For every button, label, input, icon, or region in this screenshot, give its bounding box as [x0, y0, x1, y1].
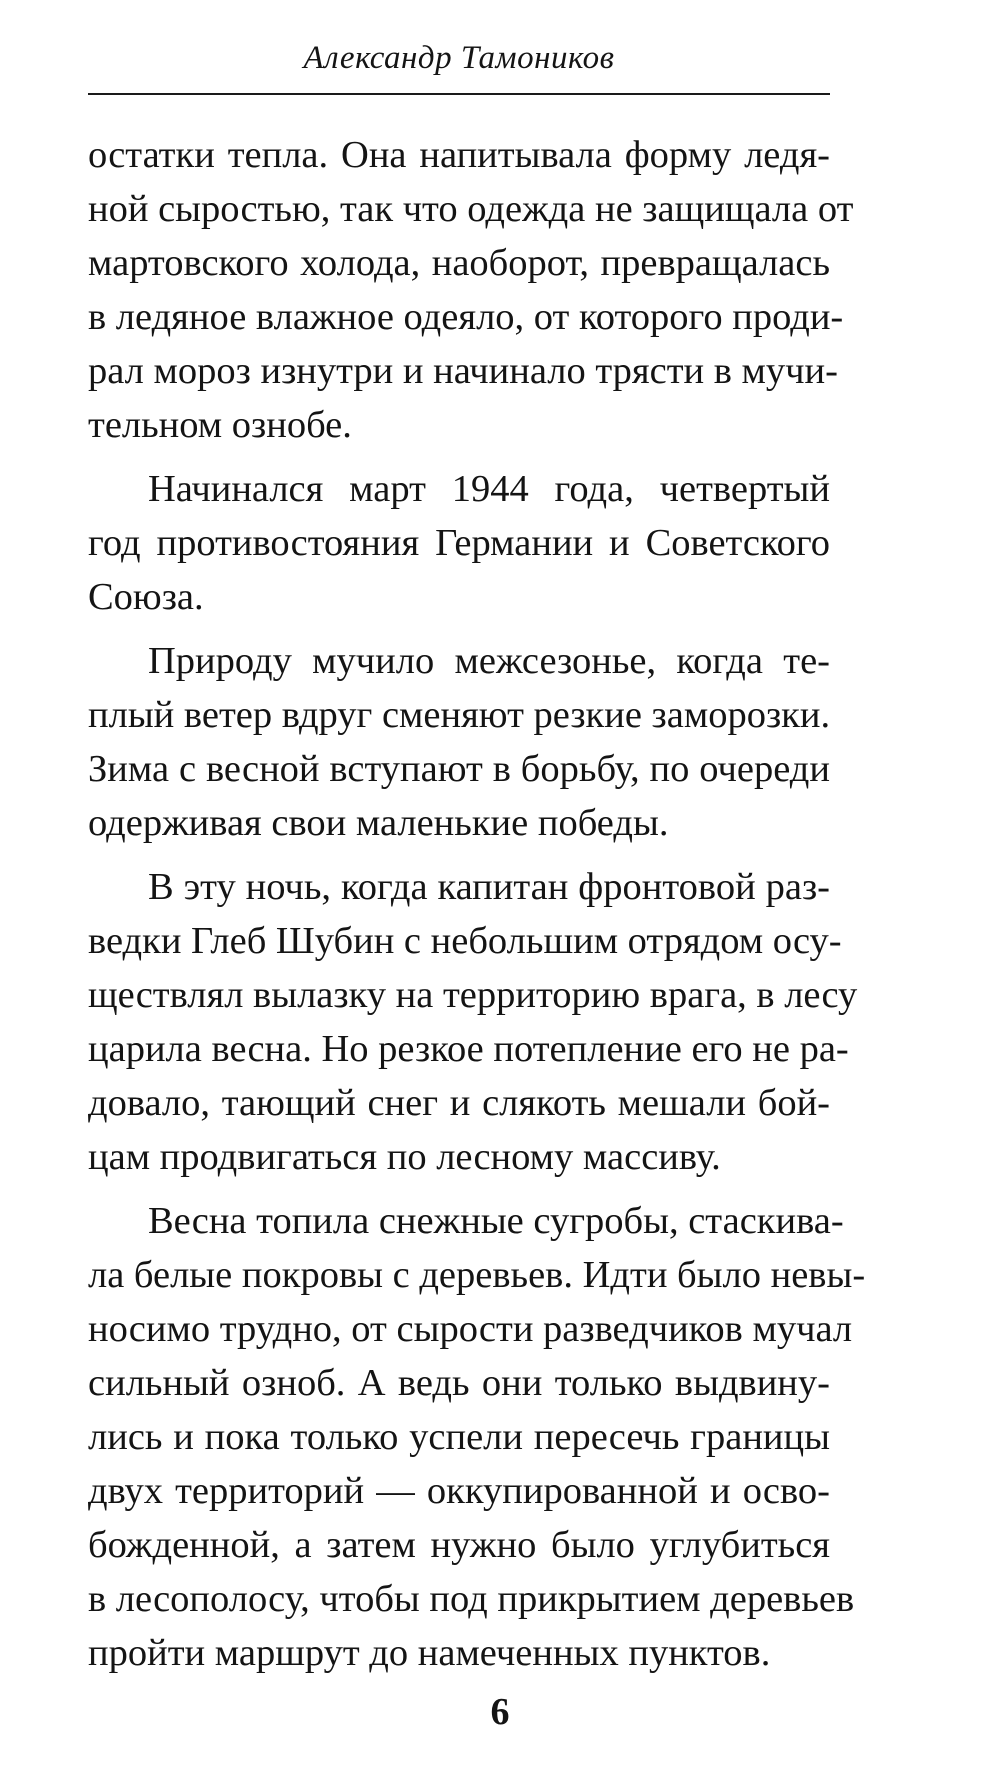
- page-number: 6: [490, 1691, 510, 1733]
- text-line: мартовского холода, наоборот, превращалась: [88, 242, 830, 284]
- text-line: цам продвигаться по лесному массиву.: [88, 1136, 721, 1178]
- paragraph: [88, 1194, 866, 1680]
- text-line: двух территорий — оккупированной и осво-: [88, 1470, 830, 1512]
- text-line: ной сыростью, так что одежда не защищала от: [88, 188, 854, 230]
- text-line: остатки тепла. Она напитывала форму ледя-: [88, 134, 830, 176]
- paragraph: [88, 128, 854, 452]
- text-line: лись и пока только успели пересечь границы: [88, 1416, 830, 1458]
- paragraph: [88, 634, 830, 850]
- text-line: ла белые покровы с деревьев. Идти было невы-: [88, 1254, 866, 1296]
- text-line: в ледяное влажное одеяло, от которого проди-: [88, 296, 844, 338]
- text-line: плый ветер вдруг сменяют резкие заморозки.: [88, 694, 831, 736]
- paragraph: [88, 860, 858, 1184]
- text-line: год противостояния Германии и Советского: [88, 522, 830, 564]
- running-header-author: Александр Тамоников: [303, 40, 615, 76]
- text-line: тельном ознобе.: [88, 404, 352, 446]
- body-text: [88, 128, 866, 1690]
- text-line: ществлял вылазку на территорию врага, в лесу: [88, 974, 858, 1016]
- text-line: В эту ночь, когда капитан фронтовой раз-: [148, 866, 830, 908]
- text-line: Начинался март 1944 года, четвертый: [148, 468, 830, 510]
- text-line: сильный озноб. А ведь они только выдвину-: [88, 1362, 830, 1404]
- text-line: в лесополосу, чтобы под прикрытием деревьев: [88, 1578, 855, 1620]
- text-line: довало, тающий снег и слякоть мешали бой-: [88, 1082, 830, 1124]
- text-line: божденной, а затем нужно было углубиться: [88, 1524, 830, 1566]
- header-rule: [88, 93, 830, 95]
- paragraph: [88, 462, 830, 624]
- text-line: Природу мучило межсезонье, когда те-: [148, 640, 830, 682]
- text-line: пройти маршрут до намеченных пунктов.: [88, 1632, 771, 1674]
- text-line: Зима с весной вступают в борьбу, по очереди: [88, 748, 830, 790]
- text-line: рал мороз изнутри и начинало трясти в мучи-: [88, 350, 838, 392]
- text-line: носимо трудно, от сырости разведчиков мучал: [88, 1308, 853, 1350]
- text-line: Союза.: [88, 576, 204, 618]
- text-line: ведки Глеб Шубин с небольшим отрядом осу-: [88, 920, 842, 962]
- text-line: Весна топила снежные сугробы, стаскива-: [148, 1200, 844, 1242]
- text-line: царила весна. Но резкое потепление его не ра-: [88, 1028, 849, 1070]
- text-line: одерживая свои маленькие победы.: [88, 802, 669, 844]
